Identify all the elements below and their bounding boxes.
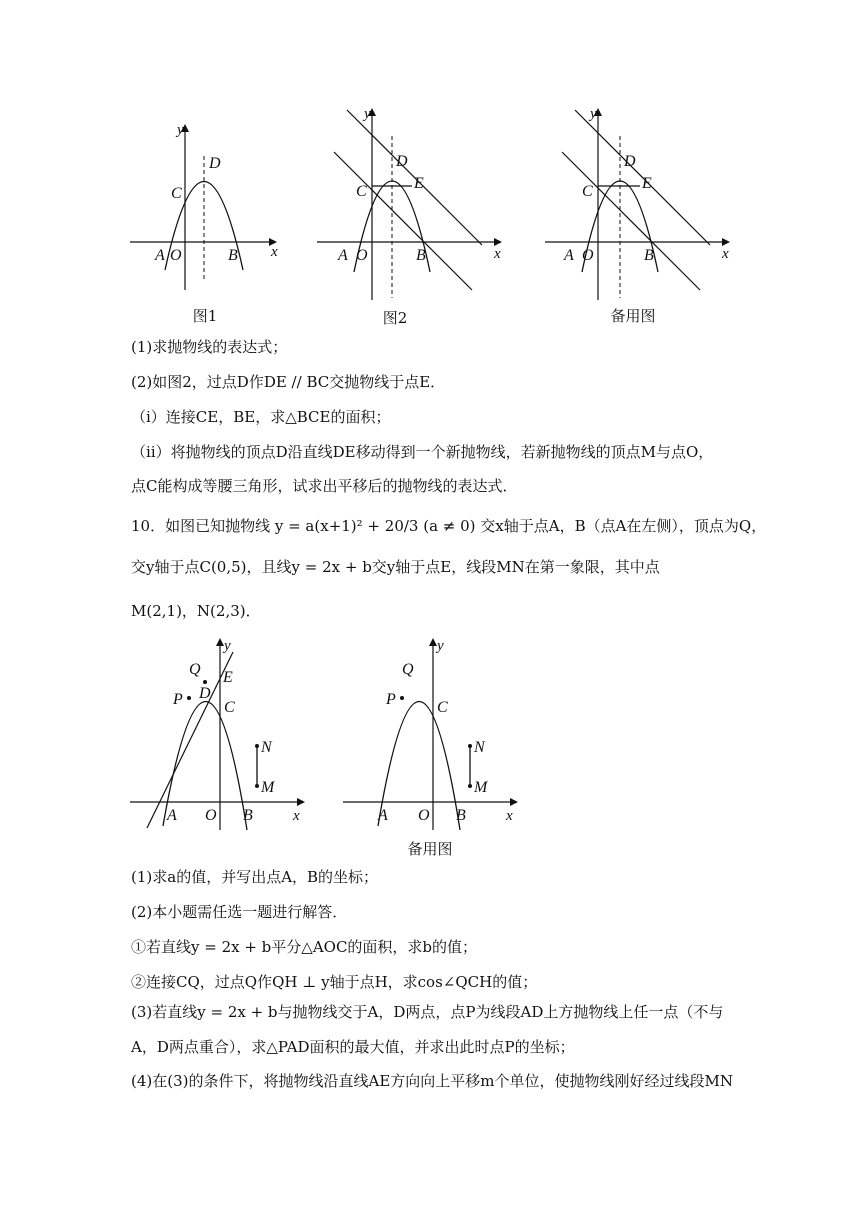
point-d-label: D	[396, 153, 408, 170]
question-line: (3)若直线y = 2x + b与抛物线交于A，D两点，点P为线段AD上方抛物线上任一点（不与	[131, 1003, 724, 1021]
question-line: (1)求a的值，并写出点A，B的坐标；	[131, 868, 379, 886]
point-o-label: O	[418, 807, 430, 824]
figure-2	[312, 100, 512, 305]
point-c-label: C	[171, 185, 182, 202]
figure-1-caption: 图1	[192, 307, 218, 325]
point-a-label: A	[564, 247, 574, 264]
point-m-label: M	[261, 779, 275, 796]
point-o-label: O	[205, 807, 217, 824]
question-line: 点C能构成等腰三角形，试求出平移后的抛物线的表达式．	[131, 477, 518, 495]
y-axis-label: y	[224, 638, 231, 654]
point-o-label: O	[170, 247, 182, 264]
question-line: （ⅱ）将抛物线的顶点D沿直线DE移动得到一个新抛物线，若新抛物线的顶点M与点O，	[131, 443, 714, 461]
x-axis-label: x	[494, 246, 501, 262]
question-line: 交y轴于点C(0,5)，且线y = 2x + b交y轴于点E，线段MN在第一象限，其中点	[131, 558, 660, 576]
figure-2-caption: 图2	[382, 309, 408, 327]
point-p-label: P	[386, 691, 396, 708]
question-line: A，D两点重合），求△PAD面积的最大值，并求出此时点P的坐标；	[131, 1038, 575, 1056]
point-b-label: B	[416, 247, 426, 264]
point-o-label: O	[582, 247, 594, 264]
figure-4	[125, 630, 315, 835]
point-q-label: Q	[402, 661, 414, 678]
point-p-label: P	[173, 691, 183, 708]
point-e-label: E	[223, 669, 233, 686]
point-n-label: N	[474, 739, 485, 756]
point-a-label: A	[167, 807, 177, 824]
question-line: (4)在(3)的条件下，将抛物线沿直线AE方向向上平移m个单位，使抛物线刚好经过线段MN	[131, 1072, 733, 1090]
point-a-label: A	[155, 247, 165, 264]
point-a-label: A	[378, 807, 388, 824]
y-axis-label: y	[364, 106, 371, 122]
point-c-label: C	[582, 183, 593, 200]
point-d-label: D	[209, 155, 221, 172]
question-line: ②连接CQ，过点Q作QH ⊥ y轴于点H，求cos∠QCH的值；	[131, 973, 538, 991]
point-b-label: B	[228, 247, 238, 264]
point-c-label: C	[437, 699, 448, 716]
point-o-label: O	[356, 247, 368, 264]
x-axis-label: x	[506, 808, 513, 824]
point-e-label: E	[414, 175, 424, 192]
point-b-label: B	[243, 807, 253, 824]
x-axis-label: x	[271, 244, 278, 260]
y-axis-label: y	[177, 122, 184, 138]
figure-5-caption: 备用图	[407, 840, 453, 858]
question-line: （ⅰ）连接CE，BE，求△BCE的面积；	[131, 408, 391, 426]
figure-3	[540, 100, 740, 305]
point-c-label: C	[356, 183, 367, 200]
question-line: (2)如图2，过点D作DE // BC交抛物线于点E．	[131, 373, 446, 391]
figure-5	[338, 630, 528, 835]
question-line: M(2,1)，N(2,3)．	[131, 602, 261, 620]
point-q-label: Q	[189, 661, 201, 678]
point-b-label: B	[456, 807, 466, 824]
question-line: ①若直线y = 2x + b平分△AOC的面积，求b的值；	[131, 938, 478, 956]
point-a-label: A	[338, 247, 348, 264]
question-line: (2)本小题需任选一题进行解答．	[131, 903, 348, 921]
point-d-label: D	[624, 153, 636, 170]
point-e-label: E	[642, 175, 652, 192]
question-line: (1)求抛物线的表达式；	[131, 338, 288, 356]
point-m-label: M	[474, 779, 488, 796]
point-b-label: B	[644, 247, 654, 264]
point-d-label: D	[199, 685, 211, 702]
figure-1	[125, 118, 285, 298]
y-axis-label: y	[437, 638, 444, 654]
point-c-label: C	[224, 699, 235, 716]
figure-3-caption: 备用图	[610, 307, 656, 325]
y-axis-label: y	[590, 106, 597, 122]
point-n-label: N	[261, 739, 272, 756]
question-stem: 10．如图已知抛物线 y = a(x+1)² + 20/3 (a ≠ 0) 交x轴于点A，B（点A在左侧），顶点为Q，	[131, 517, 767, 535]
x-axis-label: x	[722, 246, 729, 262]
x-axis-label: x	[293, 808, 300, 824]
